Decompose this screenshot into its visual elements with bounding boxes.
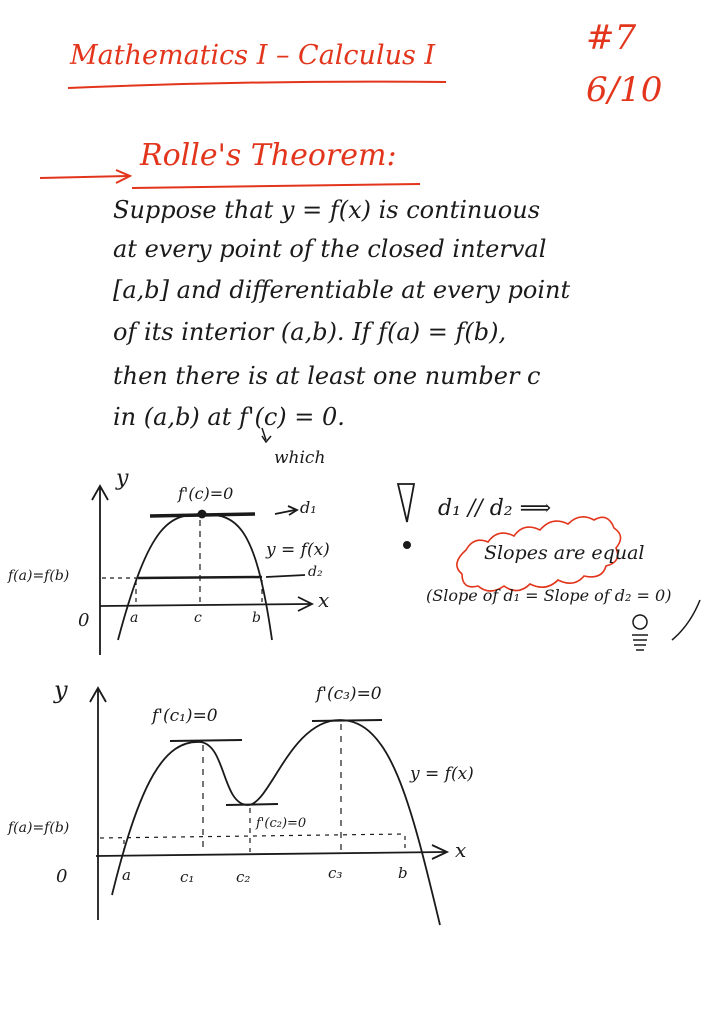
graph2-tick-c3: c₃ bbox=[328, 864, 343, 882]
graph1-deriv-label: f'(c)=0 bbox=[178, 484, 234, 503]
side-parallel: d₁ // d₂ ⟹ bbox=[438, 496, 552, 521]
graph2-tangent-c3 bbox=[312, 720, 382, 721]
graph1-tick-a: a bbox=[130, 610, 139, 626]
graph2-tick-a: a bbox=[122, 866, 131, 884]
graph1-d2-label: d₂ bbox=[308, 564, 323, 580]
graph2-tick-c2: c₂ bbox=[236, 868, 251, 886]
theorem-line-5: then there is at least one number c bbox=[113, 362, 541, 390]
theorem-line-4: of its interior (a,b). If f(a) = f(b), bbox=[113, 318, 507, 346]
lecture-date: 6/10 bbox=[586, 70, 663, 110]
graph1-x-axis bbox=[100, 604, 310, 606]
section-heading: Rolle's Theorem: bbox=[140, 138, 397, 173]
heading-arrow-shaft bbox=[40, 176, 128, 178]
theorem-line-3: [a,b] and differentiable at every point bbox=[113, 276, 571, 304]
graph2-tangent-c1 bbox=[170, 740, 242, 741]
theorem-line-2: at every point of the closed interval bbox=[113, 235, 547, 263]
graph1-y-label: y bbox=[116, 466, 129, 491]
graph1-d1-label: d₁ bbox=[300, 498, 317, 517]
graph1-origin: 0 bbox=[78, 610, 90, 631]
side-boxed-text: Slopes are equal bbox=[484, 542, 645, 564]
heading-underline bbox=[132, 184, 420, 188]
theorem-line-6: in (a,b) at f'(c) = 0. bbox=[113, 403, 345, 431]
graph2-tick-b: b bbox=[398, 864, 408, 882]
graph2-deriv-c2: f'(c₂)=0 bbox=[256, 816, 307, 831]
title-underline bbox=[68, 82, 446, 88]
theorem-line-1: Suppose that y = f(x) is continuous bbox=[113, 196, 541, 224]
graph2-tick-c1: c₁ bbox=[180, 868, 195, 886]
graph2-drawing bbox=[90, 688, 447, 925]
insert-word: which bbox=[274, 448, 326, 468]
graph1-tick-c: c bbox=[194, 610, 202, 626]
graph1-level-label: f(a)=f(b) bbox=[8, 568, 70, 584]
graph2-x-label: x bbox=[455, 838, 467, 862]
graph2-deriv-c1: f'(c₁)=0 bbox=[152, 706, 218, 726]
graph1-function-label: y = f(x) bbox=[266, 540, 330, 560]
lightbulb-icon bbox=[632, 615, 648, 650]
graph2-origin: 0 bbox=[56, 866, 68, 887]
lecture-number: #7 bbox=[586, 18, 637, 58]
graph2-level-label: f(a)=f(b) bbox=[8, 820, 70, 836]
graph2-x-axis bbox=[96, 852, 445, 856]
side-paren-text: (Slope of d₁ = Slope of d₂ = 0) bbox=[426, 586, 672, 605]
graph1-tick-b: b bbox=[252, 610, 261, 626]
graph1-drawing bbox=[92, 486, 312, 655]
graph2-deriv-c3: f'(c₃)=0 bbox=[316, 684, 382, 704]
graph2-y-label: y bbox=[54, 676, 68, 704]
graph1-x-label: x bbox=[318, 588, 330, 612]
exclaim-shape bbox=[398, 484, 414, 522]
page-title: Mathematics I – Calculus I bbox=[70, 40, 436, 71]
graph2-tangent-c2 bbox=[226, 804, 278, 805]
graph2-function-label: y = f(x) bbox=[410, 764, 474, 784]
